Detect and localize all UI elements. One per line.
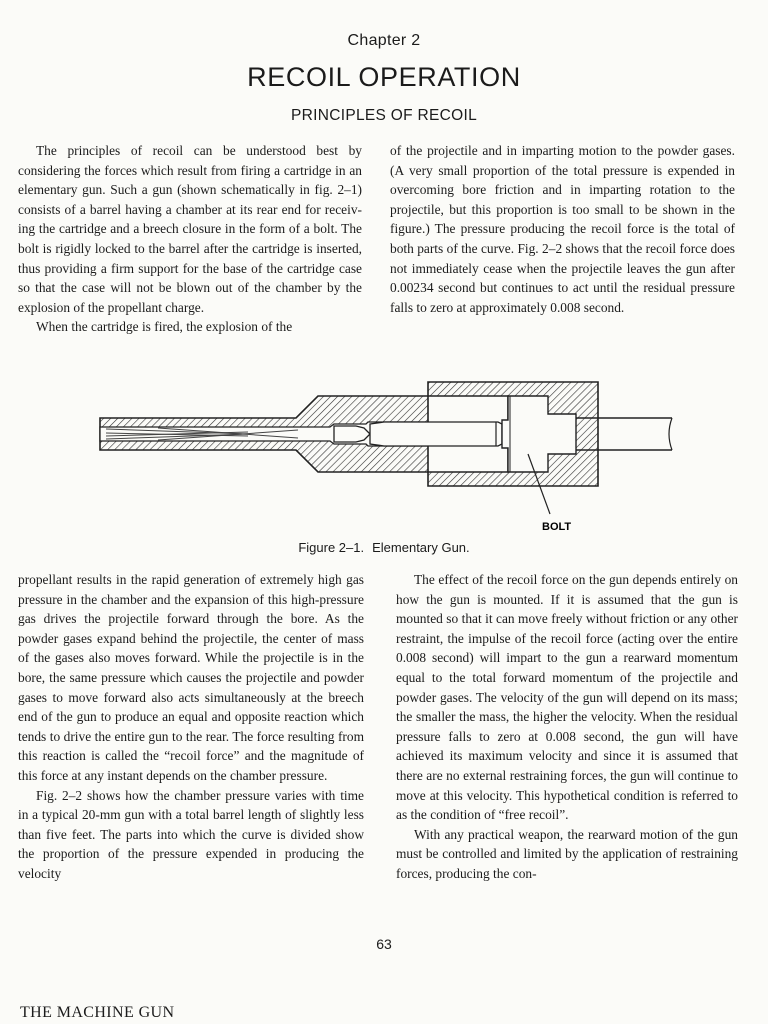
chapter-title: RECOIL OPERATION	[247, 62, 521, 92]
paragraph: The effect of the recoil force on the gun depends entirely on how the gun is mounted. If it is assumed that the gun is mounted so that it can move freely without friction or any other restraint, the impulse of the recoil force (acting over the entire 0.008 second) will impart to the gun a rearward momentum equal to the total forward momentum of the projectile and powder gases. The velocity of the gun will depend on its mass; the smaller the mass, the higher the velocity. When the residual pressure falls to zero at 0.008 second, the gun will have achieved its maximum velocity and since it is assumed that there are no external restraining forces, the gun will continue to move at this velocity. This hypothetical condition is referred to as the condition of “free recoil”.	[396, 572, 738, 823]
running-footer-title: THE MACHINE GUN	[20, 1004, 175, 1021]
paragraph: When the cartridge is fired, the explosion of the	[36, 319, 293, 335]
projectile	[334, 426, 370, 442]
elementary-gun-figure	[98, 374, 678, 540]
bolt-label: BOLT	[542, 521, 572, 533]
text-column-bottom-left	[18, 570, 364, 884]
text-column-top-right	[390, 141, 735, 317]
figure-caption	[0, 540, 768, 555]
figure-number: Figure 2–1.	[298, 540, 365, 555]
cartridge-case	[370, 422, 502, 446]
paragraph: With any practical weapon, the rearward motion of the gun must be controlled and limited by the application of restraining forces, producing the con-	[396, 826, 738, 881]
page-number: 63	[376, 936, 392, 952]
text-column-bottom-right	[396, 570, 738, 884]
paragraph: of the projectile and in imparting motion to the powder gases. (A very small proportion of the total pressure is expended in overcoming bore friction and in imparting rotation to the projectile, but this proportion is too small to be shown in the figure.) The pressure producing the recoil force is the total of both parts of the curve. Fig. 2–2 shows that the recoil force does not immediately cease when the projectile leaves the gun after 0.00234 second but continues to act until the residual pressure falls to zero at approximately 0.008 second.	[390, 143, 735, 315]
text-column-top-left	[18, 141, 362, 337]
paragraph: The principles of recoil can be understood best by considering the forces which result from firing a cartridge in an elementary gun. Such a gun (shown schematically in fig. 2–1) consists of a barrel having a chamber at its rear end for receiving the cartridge and a breech closure in the form of a bolt. The bolt is rigidly locked to the barrel after the cartridge is inserted, thus providing a firm support for the base of the cartridge case so that the case will not be blown out of the chamber by the explosion of the propellant charge.	[18, 143, 362, 315]
paragraph: Fig. 2–2 shows how the chamber pressure varies with time in a typical 20-mm gun with a total barrel length of slightly less than five feet. The parts into which the curve is divided show the proportion of the pressure expended in producing the velocity	[18, 787, 364, 881]
gun-diagram-illustration	[98, 374, 678, 540]
figure-caption-text: Elementary Gun.	[372, 540, 470, 555]
paragraph: propellant results in the rapid generation of extremely high gas pressure in the chamber and the expansion of this high-pressure gas drives the projectile forward through the bore. As the powder gases expand behind the projectile, the center of mass of the gases also moves forward. While the projectile is in the bore, the same pressure which causes the projectile and powder gases to move forward also acts simultaneously at the breech end of the gun to produce an equal and opposite reaction which tends to drive the entire gun to the rear. The force resulting from this reaction is called the “recoil force” and the magnitude of this force at any instant depends on the chamber pressure.	[18, 572, 364, 783]
chapter-label: Chapter 2	[347, 32, 421, 49]
section-title: PRINCIPLES OF RECOIL	[290, 107, 477, 124]
